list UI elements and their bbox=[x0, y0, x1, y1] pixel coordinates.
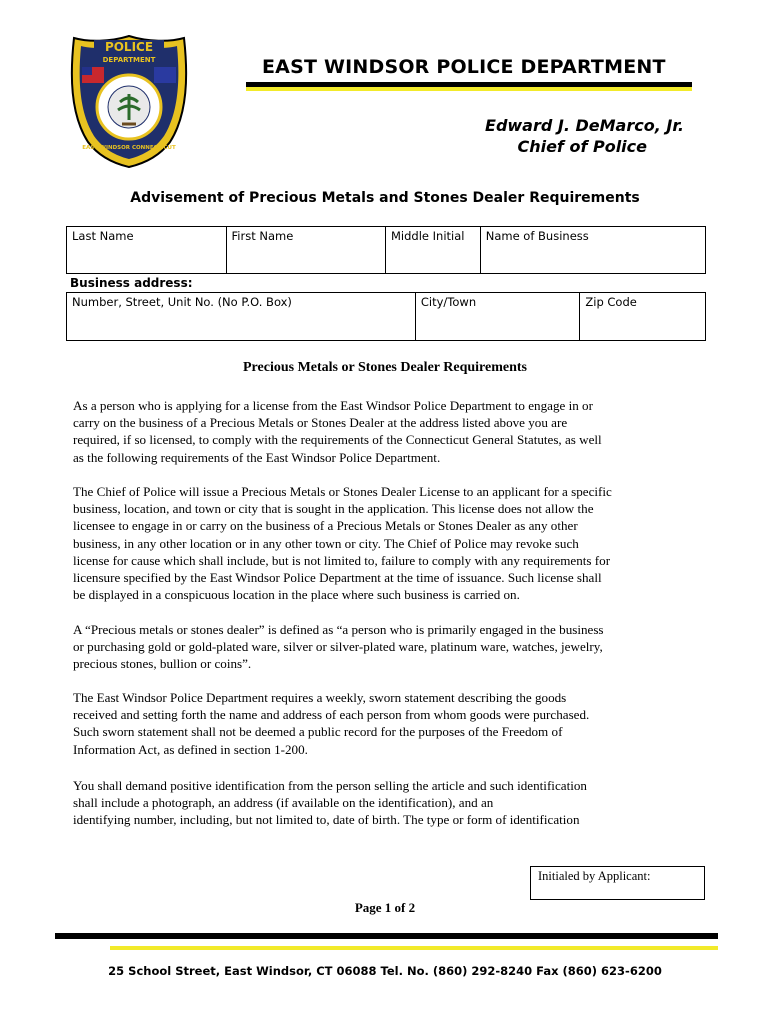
footer-rule-black bbox=[55, 933, 718, 939]
last-name-field[interactable]: Last Name bbox=[67, 227, 227, 273]
page-number: Page 1 of 2 bbox=[354, 900, 416, 915]
department-title: EAST WINDSOR POLICE DEPARTMENT bbox=[262, 56, 666, 78]
paragraph-license-scope: The Chief of Police will issue a Precious Metals or Stones Dealer License to an applicant for a specific business, location, and town or city that is sought in the application. This license does not allow the licensee to engage in or carry on the business of a Precious Metals or Stones Dealer as any other business, in any other location or in any other town or city. The Chief of Police may revoke such license for cause which shall include, but is not limited to, failure to comply with any requirements for licensure specified by the East Windsor Police Department at the time of issuance. Such license shall be displayed in a conspicuous location in the place where such business is carried on. bbox=[73, 484, 612, 603]
footer-contact: 25 School Street, East Windsor, CT 06088 Tel. No. (860) 292-8240 Fax (860) 623-6200 bbox=[108, 964, 662, 978]
svg-text:EAST WINDSOR CONNECTICUT: EAST WINDSOR CONNECTICUT bbox=[82, 145, 176, 151]
applicant-initials-box[interactable]: Initialed by Applicant: bbox=[530, 866, 705, 900]
police-badge-logo bbox=[70, 34, 188, 168]
chief-title: Chief of Police bbox=[517, 137, 647, 156]
chief-name: Edward J. DeMarco, Jr. bbox=[485, 116, 684, 135]
form-title: Advisement of Precious Metals and Stones Dealer Requirements bbox=[130, 190, 640, 206]
business-address-table bbox=[66, 292, 706, 341]
business-address-label: Business address: bbox=[70, 276, 193, 290]
footer-rule-yellow bbox=[110, 946, 718, 950]
street-address-field[interactable]: Number, Street, Unit No. (No P.O. Box) bbox=[67, 293, 416, 340]
paragraph-applicant-obligation: As a person who is applying for a license from the East Windsor Police Department to engage in or carry on the business of a Precious Metals or Stones Dealer at the address listed above you are required, if so licensed, to comply with the requirements of the Connecticut General Statutes, as well as the following requirements of the East Windsor Police Department. bbox=[73, 398, 602, 465]
middle-initial-field[interactable]: Middle Initial bbox=[386, 227, 481, 273]
paragraph-dealer-definition: A “Precious metals or stones dealer” is defined as “a person who is primarily engaged in the business or purchasing gold or gold-plated ware, silver or silver-plated ware, platinum ware, watches, jewelry, precious stones, bullion or coins”. bbox=[73, 622, 604, 672]
applicant-name-table bbox=[66, 226, 706, 274]
city-town-field[interactable]: City/Town bbox=[416, 293, 580, 340]
first-name-field[interactable]: First Name bbox=[227, 227, 387, 273]
zip-code-field[interactable]: Zip Code bbox=[585, 295, 637, 309]
paragraph-weekly-statement: The East Windsor Police Department requires a weekly, sworn statement describing the goods received and setting forth the name and address of each person from whom goods were purchased. Such sworn statement shall not be deemed a public record for the purposes of the Freedom of Information Act, as defined in section 1-200. bbox=[73, 690, 590, 757]
business-name-field[interactable]: Name of Business bbox=[485, 229, 589, 243]
svg-text:DEPARTMENT: DEPARTMENT bbox=[102, 56, 156, 64]
header-rule-yellow bbox=[246, 87, 692, 91]
requirements-title: Precious Metals or Stones Dealer Requirements bbox=[243, 360, 527, 375]
svg-text:POLICE: POLICE bbox=[104, 40, 154, 54]
paragraph-identification: You shall demand positive identification from the person selling the article and such identification shall include a photograph, an address (if available on the identification), and an identifying number, including, but not limited to, date of birth. The type or form of identification bbox=[73, 778, 587, 828]
